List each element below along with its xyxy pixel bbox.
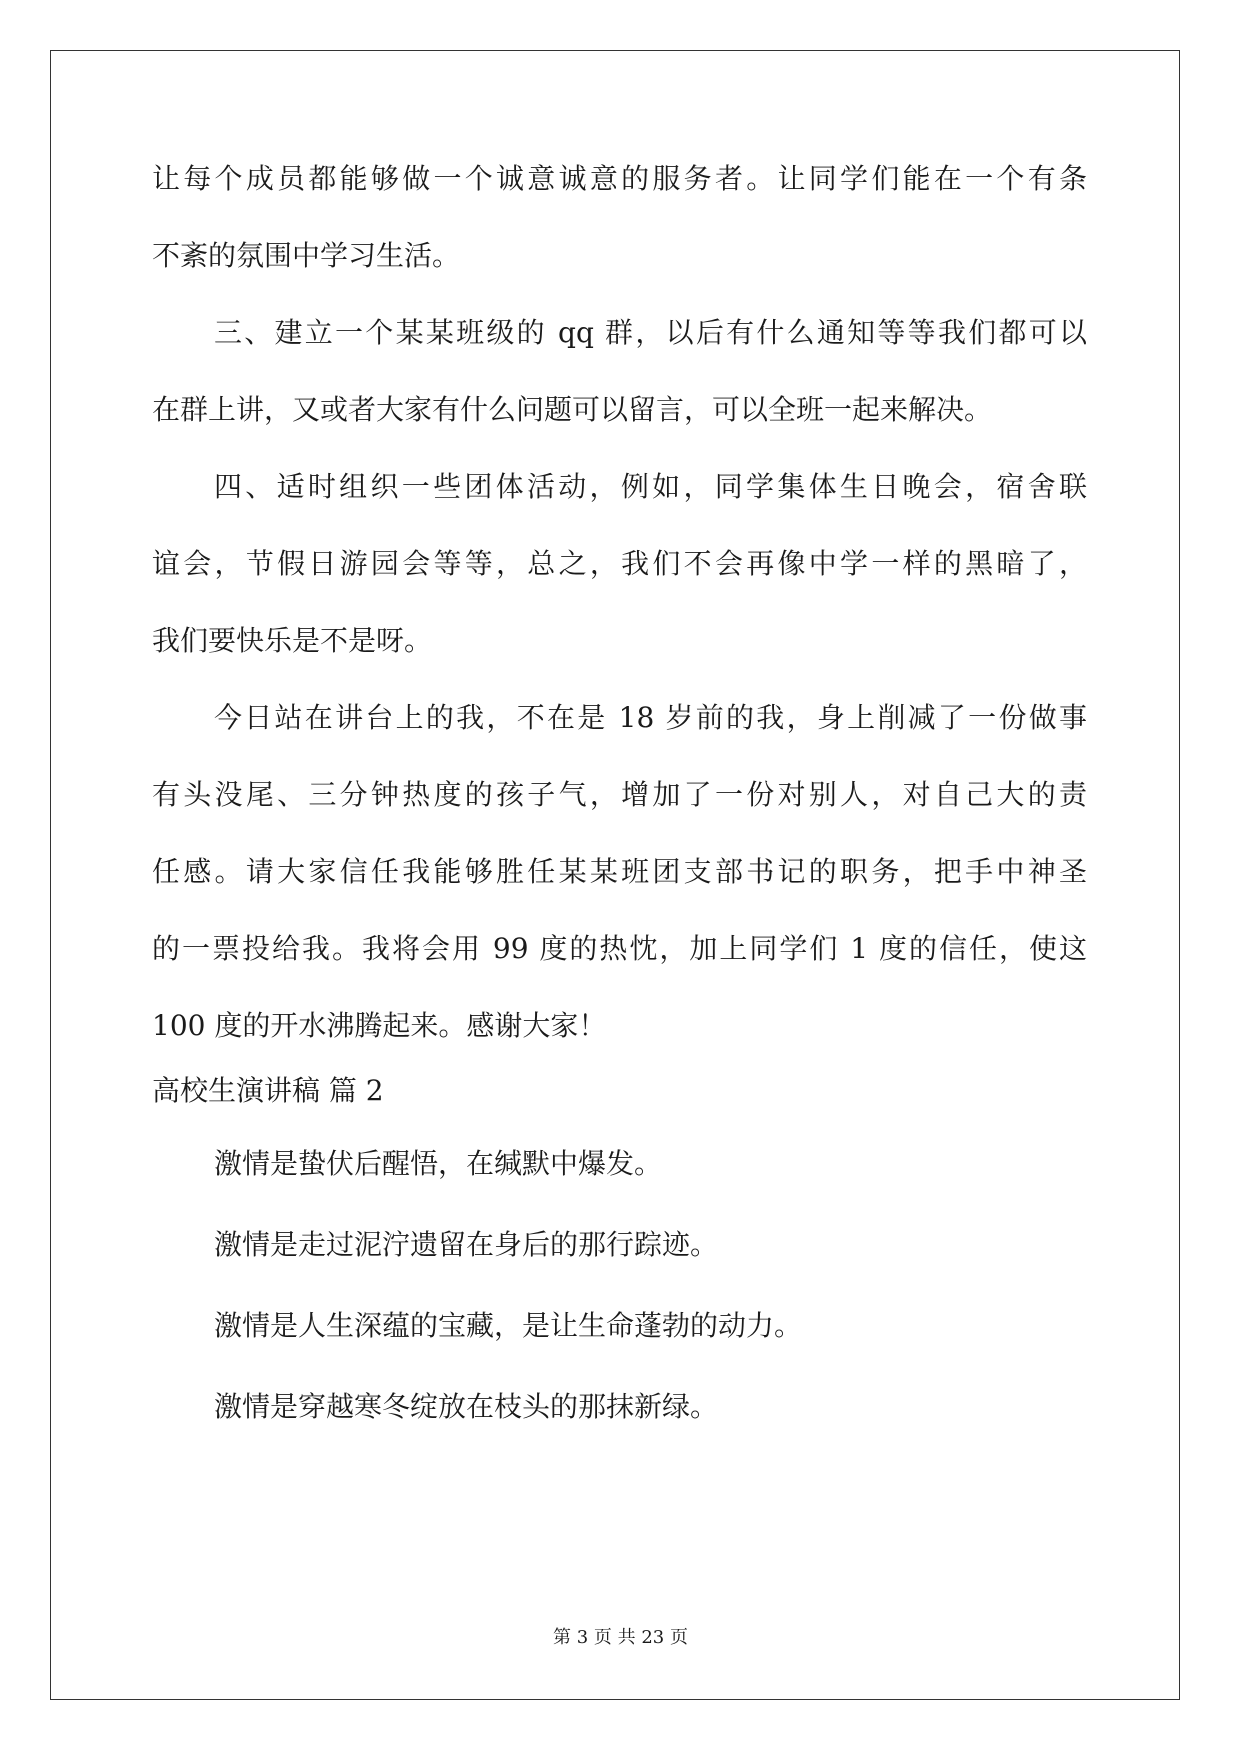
paragraph-line: 今日站在讲台上的我，不在是 18 岁前的我，身上削减了一份做事 (214, 701, 1087, 734)
section-line: 激情是人生深蕴的宝藏，是让生命蓬勃的动力。 (214, 1309, 803, 1342)
section-line: 激情是穿越寒冬绽放在枝头的那抹新绿。 (214, 1390, 719, 1423)
paragraph-line: 100 度的开水沸腾起来。感谢大家！ (152, 1009, 607, 1042)
paragraph-line: 的一票投给我。我将会用 99 度的热忱，加上同学们 1 度的信任，使这 (152, 932, 1087, 965)
page-footer: 第 3 页 共 23 页 (553, 1627, 688, 1648)
paragraph-line: 不紊的氛围中学习生活。 (152, 239, 461, 272)
paragraph-line: 任感。请大家信任我能够胜任某某班团支部书记的职务，把手中神圣 (152, 855, 1087, 888)
paragraph-line: 谊会，节假日游园会等等，总之，我们不会再像中学一样的黑暗了， (152, 547, 1087, 580)
paragraph-line: 三、建立一个某某班级的 qq 群，以后有什么通知等等我们都可以 (214, 316, 1087, 349)
section-line: 激情是蛰伏后醒悟，在缄默中爆发。 (214, 1147, 663, 1180)
paragraph-line: 四、适时组织一些团体活动，例如，同学集体生日晚会，宿舍联 (214, 470, 1087, 503)
paragraph-line: 我们要快乐是不是呀。 (152, 624, 433, 657)
paragraph-line: 让每个成员都能够做一个诚意诚意的服务者。让同学们能在一个有条 (152, 162, 1087, 195)
document-body (152, 162, 1087, 1423)
section-line: 激情是走过泥泞遗留在身后的那行踪迹。 (214, 1228, 719, 1261)
paragraph-line: 有头没尾、三分钟热度的孩子气，增加了一份对别人，对自己大的责 (152, 778, 1087, 811)
section-heading: 高校生演讲稿 篇 2 (152, 1074, 384, 1107)
paragraph-line: 在群上讲，又或者大家有什么问题可以留言，可以全班一起来解决。 (152, 393, 993, 426)
